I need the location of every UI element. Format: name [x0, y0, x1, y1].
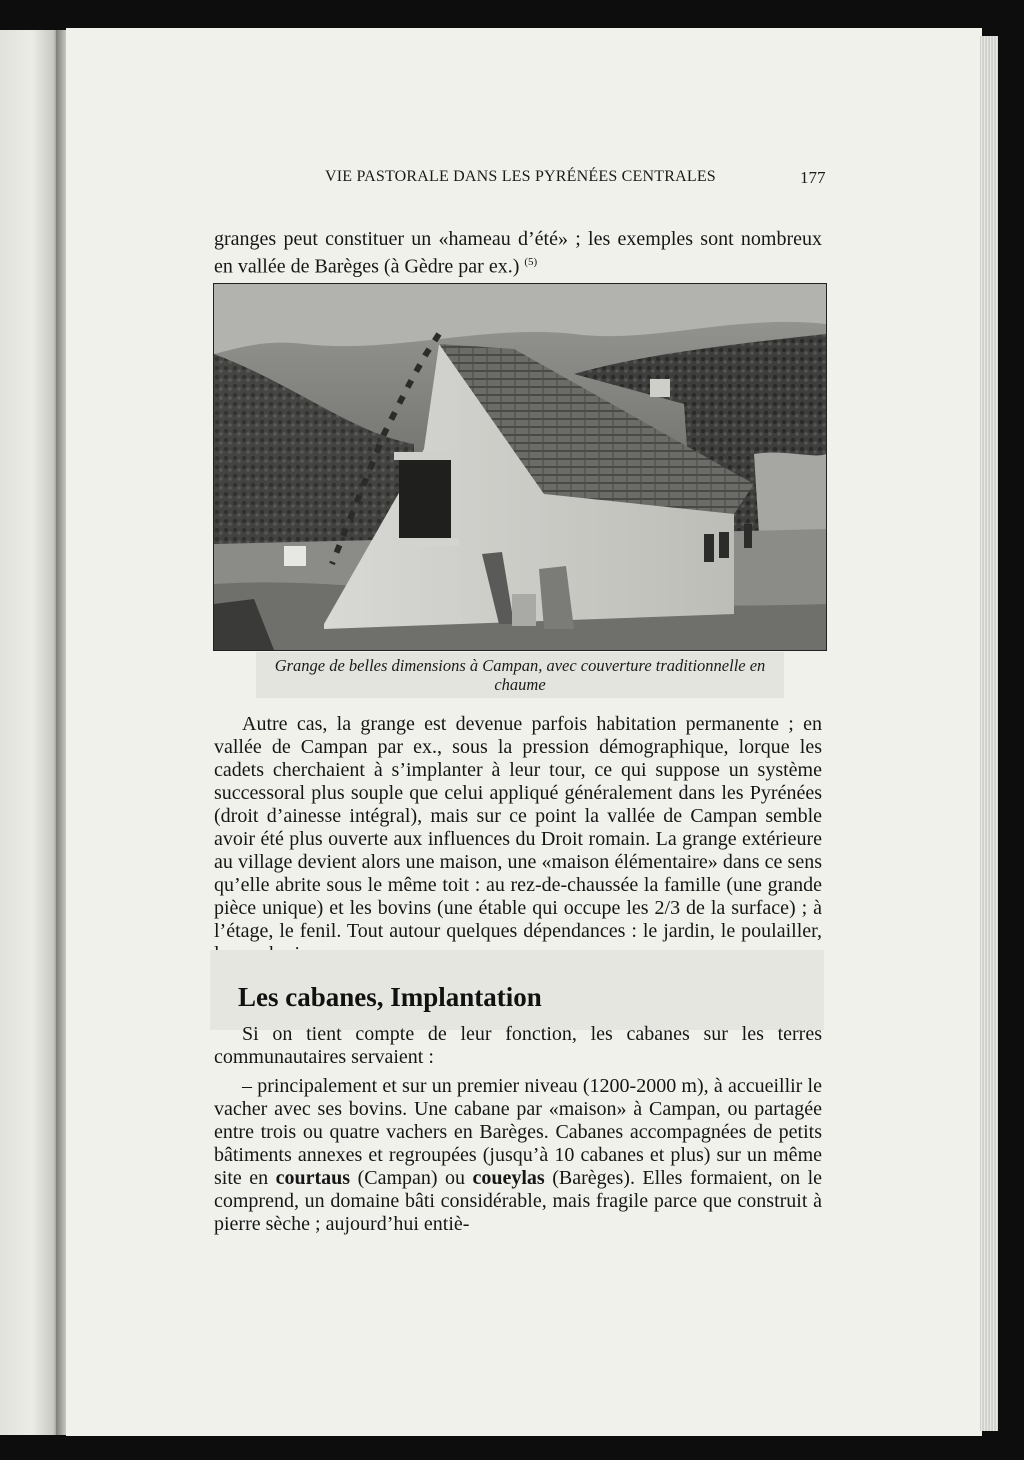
section-heading: Les cabanes, Implantation [238, 982, 542, 1012]
paragraph-2-text-b: (Campan) ou [357, 1167, 466, 1189]
footnote-reference: (5) [524, 256, 538, 268]
section-paragraph-2 [214, 1075, 822, 1236]
intro-paragraph [214, 228, 822, 279]
facing-page [0, 30, 58, 1435]
paragraph-2-text-a: – principalement et sur un premier niveau (1200-2000 m), à accueillir le vacher avec ses bovins. Une cabane par «maison» à Campan, ou partagée entre trois ou quatre vachers en Barèges. Cabanes accompagnées de petits bâtiments annexes et regroupées (jusqu’à 10 cabanes et plus) sur un même site en [214, 1075, 822, 1189]
body-paragraph-grange: Autre cas, la grange est devenue parfois habitation permanente ; en vallée de Campan par ex., sous la pression démographique, lorque les cadets cherchaient à s’implanter à leur tour, ce qui suppose un système successoral plus souple que celui appliqué généralement dans les Pyrénées (droit d’ainesse intégral), mais sur ce point la vallée de Campan semble avoir été plus ouverte aux influences du Droit romain. La grange extérieure au village devient alors une maison, une «maison élémentaire» dans ce sens qu’elle abrite sous le même toit : au rez-de-chaussée la famille (une grande pièce unique) et les bovins (une étable qui occupe les 2/3 de la surface) ; à l’étage, le fenil. Tout autour quelques dépendances : le jardin, le poulailler, [214, 713, 822, 942]
running-title: VIE PASTORALE DANS LES PYRÉNÉES CENTRALES [325, 168, 716, 185]
figure-caption: Grange de belles dimensions à Campan, avec couverture traditionnelle en chaume [274, 656, 766, 694]
term-courtaus: courtaus [275, 1167, 351, 1189]
page-edges [980, 36, 998, 1431]
term-coueylas: coueylas [472, 1167, 545, 1189]
paragraph-2-text-c: (Barèges). Elles formaient, on le comprend, un domaine bâti considérable, mais fragile parce que construit à pierre sèche ; aujourd’hui entiè- [214, 1167, 823, 1235]
intro-text: granges peut constituer un «hameau d’été» ; les exemples sont nombreux en vallée de Barèges (à Gèdre par ex.) [214, 228, 822, 278]
page-number: 177 [800, 168, 826, 187]
barn-photograph [213, 283, 827, 651]
barn-photo-illustration [214, 284, 826, 650]
section-paragraph-1: Si on tient compte de leur fonction, les cabanes sur les terres communautaires servaient : [214, 1023, 822, 1068]
